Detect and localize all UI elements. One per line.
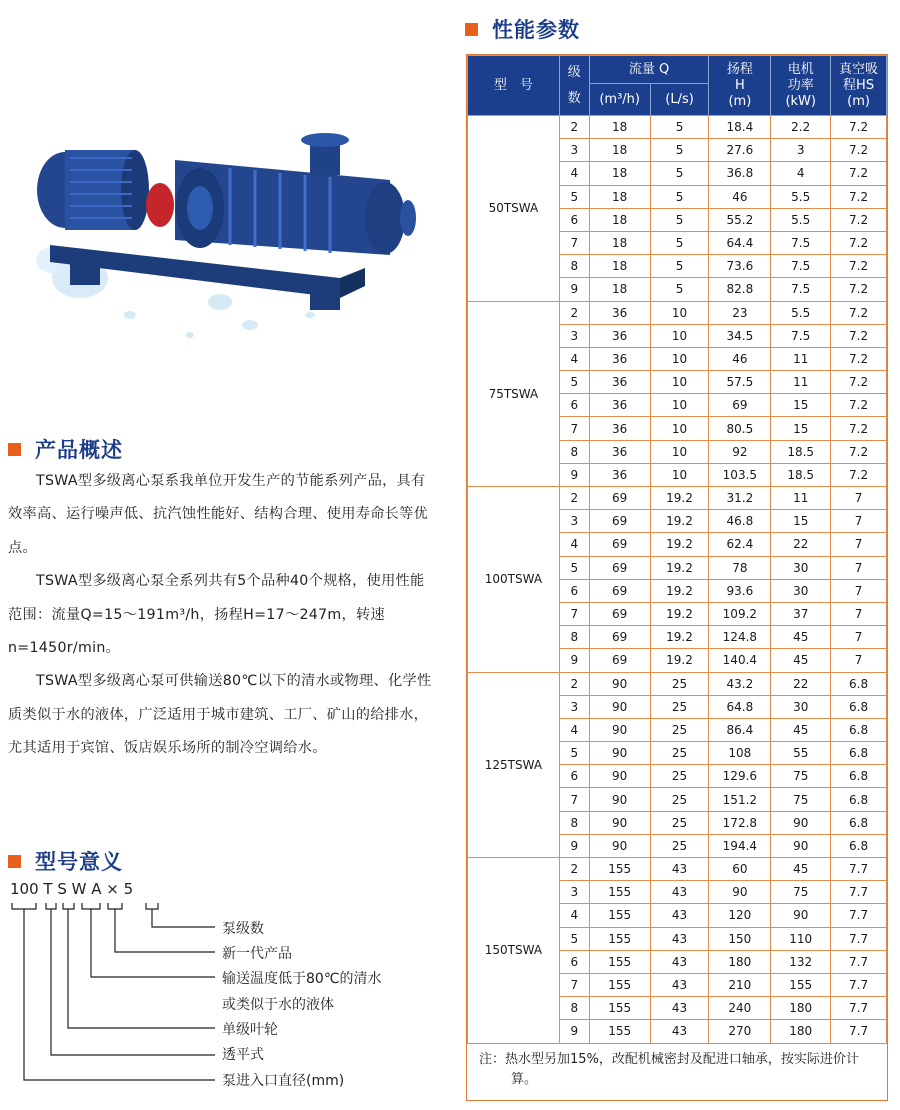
head-cell: 172.8 xyxy=(709,811,771,834)
power-cell: 7.5 xyxy=(771,255,831,278)
power-cell: 3 xyxy=(771,139,831,162)
flow-ls-cell: 10 xyxy=(650,324,709,347)
head-cell: 194.4 xyxy=(709,834,771,857)
stage-cell: 2 xyxy=(559,116,589,139)
power-cell: 11 xyxy=(771,371,831,394)
header-vac-a: 真空吸 xyxy=(839,61,879,77)
flow-m3h-cell: 69 xyxy=(589,579,650,602)
flow-ls-cell: 10 xyxy=(650,347,709,370)
flow-ls-cell: 25 xyxy=(650,811,709,834)
stage-cell: 4 xyxy=(559,347,589,370)
overview-text xyxy=(8,465,438,766)
flow-ls-cell: 5 xyxy=(650,185,709,208)
vacuum-cell: 7.2 xyxy=(831,371,887,394)
flow-m3h-cell: 69 xyxy=(589,649,650,672)
flow-m3h-cell: 18 xyxy=(589,208,650,231)
head-cell: 270 xyxy=(709,1020,771,1043)
vacuum-cell: 7.7 xyxy=(831,858,887,881)
flow-m3h-cell: 155 xyxy=(589,1020,650,1043)
power-cell: 11 xyxy=(771,487,831,510)
stage-cell: 8 xyxy=(559,255,589,278)
head-cell: 73.6 xyxy=(709,255,771,278)
flow-m3h-cell: 36 xyxy=(589,301,650,324)
performance-table xyxy=(467,55,887,1044)
flow-m3h-cell: 69 xyxy=(589,487,650,510)
overview-para-3: TSWA型多级离心泵可供输送80℃以下的清水或物理、化学性质类似于水的液体，广泛适用于城市建筑、工厂、矿山的给排水，尤其适用于宾馆、饭店娱乐场所的制冷空调给水。 xyxy=(8,673,432,757)
flow-m3h-cell: 36 xyxy=(589,347,650,370)
head-cell: 86.4 xyxy=(709,718,771,741)
flow-m3h-cell: 18 xyxy=(589,116,650,139)
model-cell: 125TSWA xyxy=(468,672,560,858)
stage-cell: 5 xyxy=(559,185,589,208)
power-cell: 110 xyxy=(771,927,831,950)
vacuum-cell: 6.8 xyxy=(831,742,887,765)
header-head-a: 扬程 xyxy=(726,61,753,77)
head-cell: 27.6 xyxy=(709,139,771,162)
vacuum-cell: 7 xyxy=(831,533,887,556)
flow-ls-cell: 19.2 xyxy=(650,533,709,556)
flow-m3h-cell: 90 xyxy=(589,672,650,695)
vacuum-cell: 7.2 xyxy=(831,255,887,278)
table-row xyxy=(468,858,887,881)
header-flow-ls: (L/s) xyxy=(650,84,709,116)
flow-m3h-cell: 18 xyxy=(589,255,650,278)
flow-m3h-cell: 90 xyxy=(589,765,650,788)
flow-ls-cell: 5 xyxy=(650,139,709,162)
flow-m3h-cell: 36 xyxy=(589,463,650,486)
power-cell: 11 xyxy=(771,347,831,370)
vacuum-cell: 7.2 xyxy=(831,278,887,301)
header-head-c: (m) xyxy=(728,93,752,109)
vacuum-cell: 6.8 xyxy=(831,695,887,718)
flow-ls-cell: 10 xyxy=(650,440,709,463)
vacuum-cell: 7.7 xyxy=(831,950,887,973)
head-cell: 150 xyxy=(709,927,771,950)
power-cell: 55 xyxy=(771,742,831,765)
power-cell: 15 xyxy=(771,510,831,533)
stage-cell: 6 xyxy=(559,208,589,231)
flow-ls-cell: 25 xyxy=(650,672,709,695)
flow-m3h-cell: 90 xyxy=(589,788,650,811)
flow-m3h-cell: 155 xyxy=(589,858,650,881)
stage-cell: 6 xyxy=(559,950,589,973)
vacuum-cell: 7.2 xyxy=(831,301,887,324)
model-heading xyxy=(8,846,123,876)
power-cell: 45 xyxy=(771,718,831,741)
vacuum-cell: 7.2 xyxy=(831,417,887,440)
flow-m3h-cell: 36 xyxy=(589,394,650,417)
vacuum-cell: 7.7 xyxy=(831,881,887,904)
vacuum-cell: 7 xyxy=(831,556,887,579)
vacuum-cell: 7.7 xyxy=(831,1020,887,1043)
power-cell: 75 xyxy=(771,881,831,904)
power-cell: 15 xyxy=(771,394,831,417)
flow-ls-cell: 19.2 xyxy=(650,626,709,649)
flow-ls-cell: 5 xyxy=(650,208,709,231)
flow-m3h-cell: 69 xyxy=(589,626,650,649)
power-cell: 45 xyxy=(771,649,831,672)
flow-m3h-cell: 36 xyxy=(589,324,650,347)
stage-cell: 8 xyxy=(559,811,589,834)
head-cell: 210 xyxy=(709,973,771,996)
head-cell: 129.6 xyxy=(709,765,771,788)
power-cell: 75 xyxy=(771,765,831,788)
overview-para-1: TSWA型多级离心泵系我单位开发生产的节能系列产品，具有效率高、运行噪声低、抗汽蚀性能好、结构合理、使用寿命长等优点。 xyxy=(8,473,429,556)
head-cell: 140.4 xyxy=(709,649,771,672)
head-cell: 46 xyxy=(709,347,771,370)
head-cell: 60 xyxy=(709,858,771,881)
stage-cell: 3 xyxy=(559,324,589,347)
power-cell: 45 xyxy=(771,858,831,881)
flow-m3h-cell: 155 xyxy=(589,973,650,996)
power-cell: 7.5 xyxy=(771,278,831,301)
head-cell: 180 xyxy=(709,950,771,973)
stage-cell: 3 xyxy=(559,881,589,904)
label-stage-count: 泵级数 xyxy=(222,921,264,937)
head-cell: 240 xyxy=(709,997,771,1020)
flow-m3h-cell: 90 xyxy=(589,811,650,834)
vacuum-cell: 7 xyxy=(831,649,887,672)
flow-m3h-cell: 18 xyxy=(589,162,650,185)
flow-ls-cell: 10 xyxy=(650,463,709,486)
vacuum-cell: 7.2 xyxy=(831,324,887,347)
header-model: 型 号 xyxy=(468,56,560,116)
power-cell: 18.5 xyxy=(771,463,831,486)
header-head xyxy=(709,56,771,116)
flow-ls-cell: 10 xyxy=(650,417,709,440)
flow-ls-cell: 5 xyxy=(650,116,709,139)
stage-cell: 2 xyxy=(559,858,589,881)
head-cell: 43.2 xyxy=(709,672,771,695)
power-cell: 7.5 xyxy=(771,231,831,254)
power-cell: 2.2 xyxy=(771,116,831,139)
flow-ls-cell: 5 xyxy=(650,278,709,301)
vacuum-cell: 7.2 xyxy=(831,231,887,254)
table-row xyxy=(468,116,887,139)
stage-cell: 9 xyxy=(559,649,589,672)
flow-ls-cell: 25 xyxy=(650,695,709,718)
header-power xyxy=(771,56,831,116)
stage-cell: 3 xyxy=(559,139,589,162)
flow-ls-cell: 19.2 xyxy=(650,556,709,579)
header-stage-b: 数 xyxy=(567,90,581,106)
flow-m3h-cell: 18 xyxy=(589,139,650,162)
flow-ls-cell: 5 xyxy=(650,255,709,278)
head-cell: 78 xyxy=(709,556,771,579)
stage-cell: 8 xyxy=(559,440,589,463)
head-cell: 92 xyxy=(709,440,771,463)
stage-cell: 7 xyxy=(559,417,589,440)
stage-cell: 3 xyxy=(559,695,589,718)
head-cell: 46 xyxy=(709,185,771,208)
flow-m3h-cell: 90 xyxy=(589,695,650,718)
vacuum-cell: 7.2 xyxy=(831,162,887,185)
head-cell: 93.6 xyxy=(709,579,771,602)
stage-cell: 7 xyxy=(559,973,589,996)
head-cell: 124.8 xyxy=(709,626,771,649)
stage-cell: 5 xyxy=(559,927,589,950)
head-cell: 82.8 xyxy=(709,278,771,301)
vacuum-cell: 7.7 xyxy=(831,904,887,927)
orange-square-icon xyxy=(465,23,478,36)
flow-m3h-cell: 69 xyxy=(589,510,650,533)
stage-cell: 9 xyxy=(559,278,589,301)
vacuum-cell: 7.2 xyxy=(831,139,887,162)
head-cell: 108 xyxy=(709,742,771,765)
flow-m3h-cell: 69 xyxy=(589,602,650,625)
table-row xyxy=(468,487,887,510)
flow-ls-cell: 10 xyxy=(650,371,709,394)
stage-cell: 7 xyxy=(559,788,589,811)
overview-title: 产品概述 xyxy=(35,438,123,462)
vacuum-cell: 7.7 xyxy=(831,997,887,1020)
flow-m3h-cell: 69 xyxy=(589,556,650,579)
head-cell: 31.2 xyxy=(709,487,771,510)
flow-m3h-cell: 69 xyxy=(589,533,650,556)
vacuum-cell: 6.8 xyxy=(831,788,887,811)
stage-cell: 8 xyxy=(559,626,589,649)
table-note: 注：热水型另加15%，改配机械密封及配进口轴承，按实际进价计算。 xyxy=(479,1051,859,1087)
power-cell: 75 xyxy=(771,788,831,811)
header-vacuum xyxy=(831,56,887,116)
header-power-c: (kW) xyxy=(785,93,816,109)
model-cell: 50TSWA xyxy=(468,116,560,302)
flow-ls-cell: 25 xyxy=(650,834,709,857)
overview-heading xyxy=(8,434,123,464)
stage-cell: 4 xyxy=(559,533,589,556)
table-row xyxy=(468,672,887,695)
table-row xyxy=(468,301,887,324)
label-turbine-type: 透平式 xyxy=(222,1047,264,1063)
header-stage xyxy=(559,56,589,116)
power-cell: 30 xyxy=(771,556,831,579)
stage-cell: 4 xyxy=(559,718,589,741)
head-cell: 151.2 xyxy=(709,788,771,811)
stage-cell: 3 xyxy=(559,510,589,533)
label-inlet-diameter: 泵进入口直径(mm) xyxy=(222,1073,345,1089)
pump-photo xyxy=(10,40,440,370)
model-cell: 100TSWA xyxy=(468,487,560,673)
flow-ls-cell: 43 xyxy=(650,973,709,996)
flow-m3h-cell: 155 xyxy=(589,927,650,950)
model-cell: 75TSWA xyxy=(468,301,560,487)
stage-cell: 9 xyxy=(559,1020,589,1043)
stage-cell: 7 xyxy=(559,602,589,625)
flow-m3h-cell: 155 xyxy=(589,904,650,927)
power-cell: 90 xyxy=(771,834,831,857)
header-flow: 流量 Q xyxy=(589,56,709,84)
power-cell: 22 xyxy=(771,533,831,556)
power-cell: 15 xyxy=(771,417,831,440)
flow-ls-cell: 19.2 xyxy=(650,649,709,672)
header-stage-a: 级 xyxy=(567,64,581,80)
stage-cell: 4 xyxy=(559,904,589,927)
power-cell: 5.5 xyxy=(771,208,831,231)
stage-cell: 5 xyxy=(559,556,589,579)
flow-ls-cell: 43 xyxy=(650,927,709,950)
header-flow-m3h: (m³/h) xyxy=(589,84,650,116)
vacuum-cell: 7.2 xyxy=(831,463,887,486)
vacuum-cell: 7.7 xyxy=(831,973,887,996)
stage-cell: 4 xyxy=(559,162,589,185)
label-temperature: 输送温度低于80℃的清水 xyxy=(222,971,382,987)
vacuum-cell: 7.2 xyxy=(831,394,887,417)
power-cell: 90 xyxy=(771,904,831,927)
head-cell: 57.5 xyxy=(709,371,771,394)
flow-ls-cell: 25 xyxy=(650,742,709,765)
flow-ls-cell: 43 xyxy=(650,950,709,973)
flow-ls-cell: 43 xyxy=(650,904,709,927)
header-power-a: 电机 xyxy=(787,61,814,77)
flow-ls-cell: 19.2 xyxy=(650,487,709,510)
vacuum-cell: 6.8 xyxy=(831,834,887,857)
power-cell: 180 xyxy=(771,1020,831,1043)
stage-cell: 2 xyxy=(559,672,589,695)
vacuum-cell: 7.2 xyxy=(831,347,887,370)
head-cell: 90 xyxy=(709,881,771,904)
head-cell: 18.4 xyxy=(709,116,771,139)
head-cell: 80.5 xyxy=(709,417,771,440)
stage-cell: 2 xyxy=(559,301,589,324)
vacuum-cell: 6.8 xyxy=(831,718,887,741)
vacuum-cell: 7 xyxy=(831,602,887,625)
model-code: 100 T S W A × 5 xyxy=(10,880,134,898)
power-cell: 155 xyxy=(771,973,831,996)
flow-m3h-cell: 18 xyxy=(589,231,650,254)
flow-ls-cell: 43 xyxy=(650,881,709,904)
stage-cell: 9 xyxy=(559,834,589,857)
stage-cell: 6 xyxy=(559,765,589,788)
head-cell: 69 xyxy=(709,394,771,417)
vacuum-cell: 7 xyxy=(831,579,887,602)
vacuum-cell: 6.8 xyxy=(831,811,887,834)
power-cell: 7.5 xyxy=(771,324,831,347)
flow-m3h-cell: 155 xyxy=(589,950,650,973)
header-vac-c: (m) xyxy=(847,93,870,109)
head-cell: 62.4 xyxy=(709,533,771,556)
stage-cell: 6 xyxy=(559,394,589,417)
stage-cell: 2 xyxy=(559,487,589,510)
flow-ls-cell: 5 xyxy=(650,162,709,185)
overview-para-2: TSWA型多级离心泵全系列共有5个品种40个规格，使用性能范围：流量Q=15～191m³/h，扬程H=17～247m，转速n=1450r/min。 xyxy=(8,573,425,657)
power-cell: 30 xyxy=(771,695,831,718)
head-cell: 23 xyxy=(709,301,771,324)
flow-ls-cell: 10 xyxy=(650,301,709,324)
power-cell: 30 xyxy=(771,579,831,602)
head-cell: 109.2 xyxy=(709,602,771,625)
head-cell: 64.8 xyxy=(709,695,771,718)
flow-m3h-cell: 18 xyxy=(589,185,650,208)
head-cell: 103.5 xyxy=(709,463,771,486)
head-cell: 46.8 xyxy=(709,510,771,533)
power-cell: 5.5 xyxy=(771,301,831,324)
power-cell: 22 xyxy=(771,672,831,695)
flow-m3h-cell: 18 xyxy=(589,278,650,301)
flow-m3h-cell: 36 xyxy=(589,417,650,440)
stage-cell: 7 xyxy=(559,231,589,254)
stage-cell: 6 xyxy=(559,579,589,602)
power-cell: 5.5 xyxy=(771,185,831,208)
vacuum-cell: 7.7 xyxy=(831,927,887,950)
model-code-diagram xyxy=(0,895,240,1095)
vacuum-cell: 7.2 xyxy=(831,208,887,231)
power-cell: 45 xyxy=(771,626,831,649)
orange-square-icon xyxy=(8,443,21,456)
power-cell: 90 xyxy=(771,811,831,834)
flow-ls-cell: 43 xyxy=(650,858,709,881)
vacuum-cell: 6.8 xyxy=(831,765,887,788)
flow-m3h-cell: 155 xyxy=(589,881,650,904)
label-new-generation: 新一代产品 xyxy=(222,946,292,962)
vacuum-cell: 7.2 xyxy=(831,116,887,139)
performance-table-wrap xyxy=(466,54,888,1101)
flow-ls-cell: 5 xyxy=(650,231,709,254)
perf-heading xyxy=(465,14,580,44)
head-cell: 120 xyxy=(709,904,771,927)
vacuum-cell: 7 xyxy=(831,487,887,510)
performance-table-body xyxy=(468,116,887,1044)
flow-ls-cell: 19.2 xyxy=(650,510,709,533)
power-cell: 132 xyxy=(771,950,831,973)
power-cell: 18.5 xyxy=(771,440,831,463)
model-cell: 150TSWA xyxy=(468,858,560,1044)
flow-ls-cell: 25 xyxy=(650,788,709,811)
flow-m3h-cell: 36 xyxy=(589,440,650,463)
flow-m3h-cell: 90 xyxy=(589,834,650,857)
head-cell: 36.8 xyxy=(709,162,771,185)
stage-cell: 5 xyxy=(559,742,589,765)
model-title: 型号意义 xyxy=(35,850,123,874)
head-cell: 34.5 xyxy=(709,324,771,347)
orange-square-icon xyxy=(8,855,21,868)
vacuum-cell: 6.8 xyxy=(831,672,887,695)
perf-title: 性能参数 xyxy=(492,18,580,42)
power-cell: 180 xyxy=(771,997,831,1020)
flow-ls-cell: 25 xyxy=(650,718,709,741)
power-cell: 4 xyxy=(771,162,831,185)
flow-ls-cell: 19.2 xyxy=(650,602,709,625)
vacuum-cell: 7.2 xyxy=(831,440,887,463)
header-head-b: H xyxy=(734,77,745,93)
power-cell: 37 xyxy=(771,602,831,625)
vacuum-cell: 7.2 xyxy=(831,185,887,208)
flow-m3h-cell: 155 xyxy=(589,997,650,1020)
flow-m3h-cell: 90 xyxy=(589,718,650,741)
stage-cell: 5 xyxy=(559,371,589,394)
flow-m3h-cell: 90 xyxy=(589,742,650,765)
head-cell: 55.2 xyxy=(709,208,771,231)
vacuum-cell: 7 xyxy=(831,510,887,533)
header-power-b: 功率 xyxy=(787,77,814,93)
flow-ls-cell: 19.2 xyxy=(650,579,709,602)
flow-ls-cell: 43 xyxy=(650,997,709,1020)
label-single-impeller: 单级叶轮 xyxy=(222,1022,278,1038)
stage-cell: 9 xyxy=(559,463,589,486)
flow-ls-cell: 10 xyxy=(650,394,709,417)
flow-ls-cell: 43 xyxy=(650,1020,709,1043)
label-temperature-cont: 或类似于水的液体 xyxy=(222,997,334,1013)
flow-m3h-cell: 36 xyxy=(589,371,650,394)
vacuum-cell: 7 xyxy=(831,626,887,649)
head-cell: 64.4 xyxy=(709,231,771,254)
header-vac-b: 程HS xyxy=(843,77,875,93)
flow-ls-cell: 25 xyxy=(650,765,709,788)
stage-cell: 8 xyxy=(559,997,589,1020)
